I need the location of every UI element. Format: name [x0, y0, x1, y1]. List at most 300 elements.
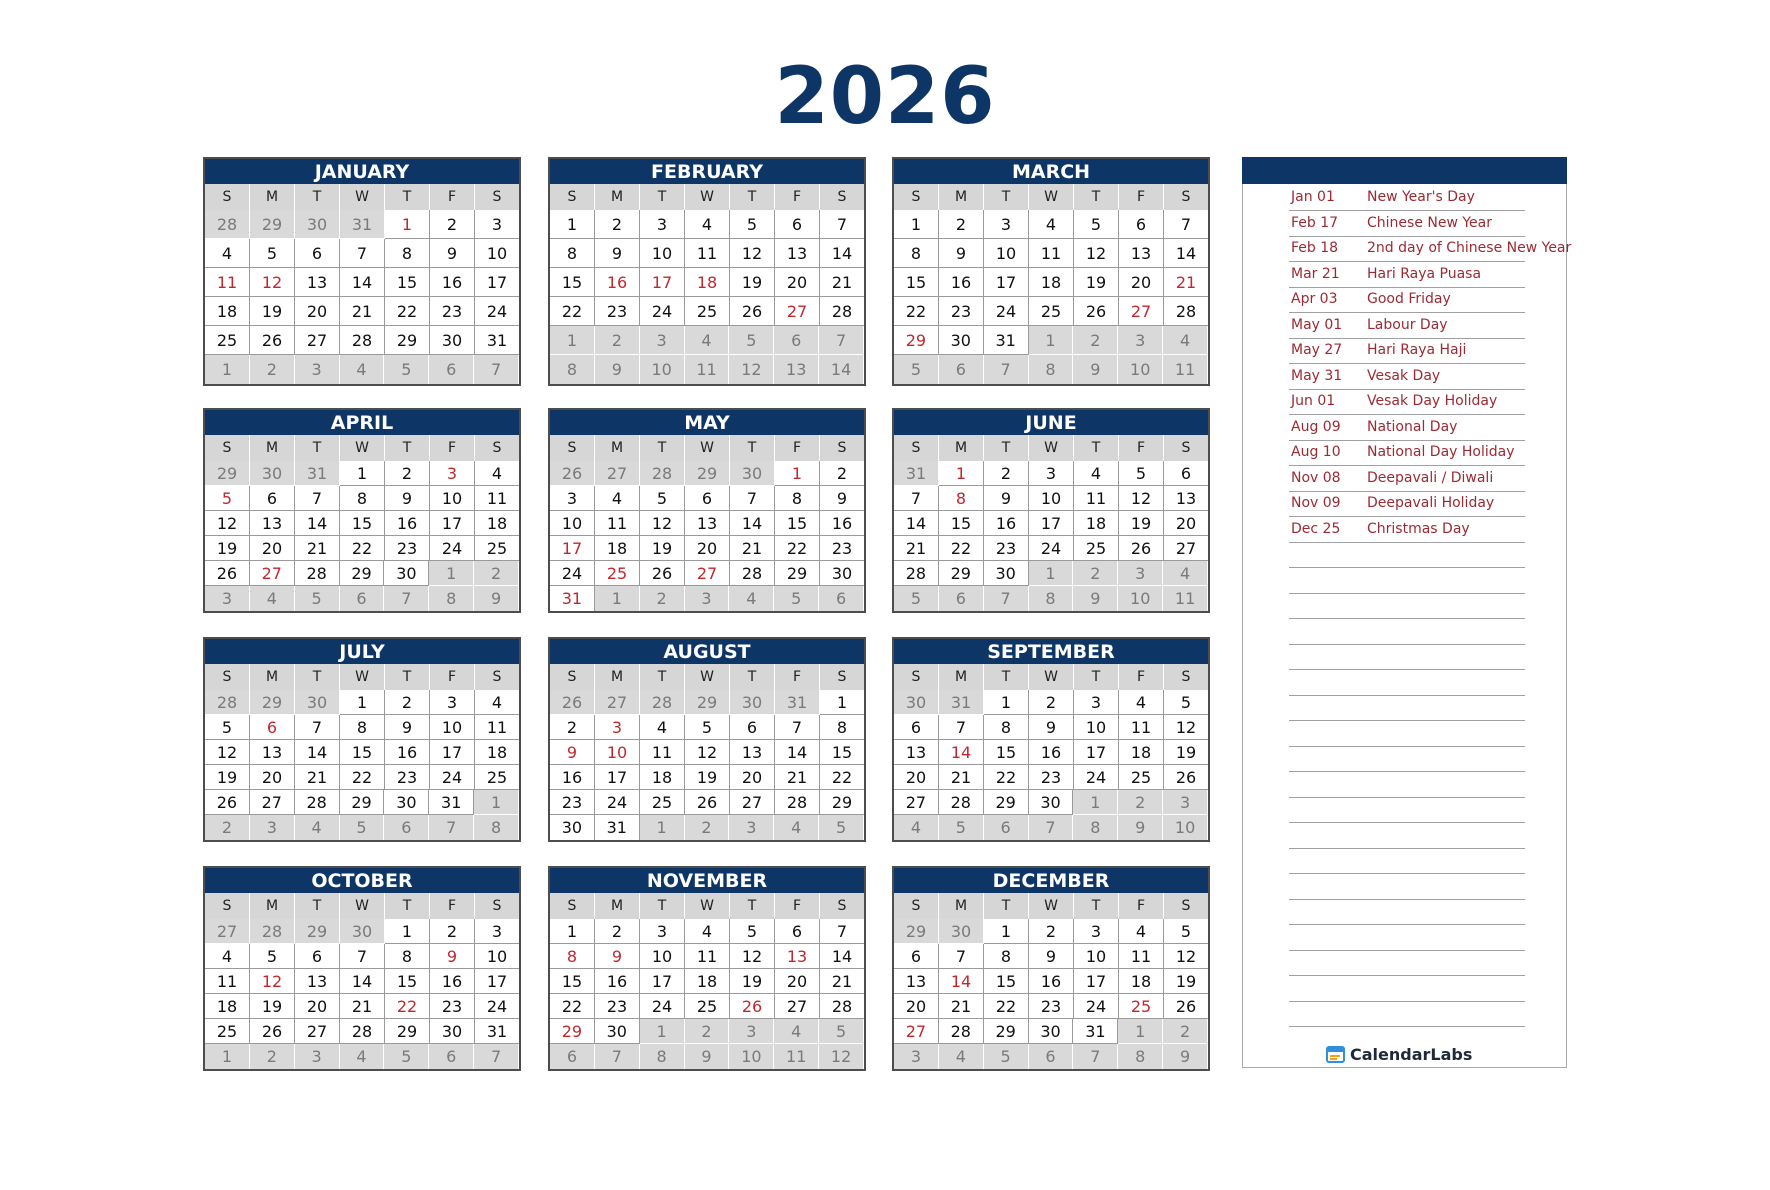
adjacent-month-day[interactable]: 4 [1163, 561, 1208, 586]
adjacent-month-day[interactable]: 1 [429, 561, 474, 586]
adjacent-month-day[interactable]: 31 [340, 210, 385, 239]
day-cell[interactable]: 1 [984, 690, 1029, 715]
day-cell[interactable]: 8 [385, 944, 430, 969]
day-cell[interactable]: 31 [475, 326, 519, 355]
adjacent-month-day[interactable]: 4 [295, 815, 340, 840]
day-cell[interactable]: 9 [595, 239, 640, 268]
adjacent-month-day[interactable]: 4 [774, 1019, 819, 1044]
day-cell[interactable]: 24 [1029, 536, 1074, 561]
day-cell[interactable]: 1 [385, 210, 430, 239]
day-cell[interactable]: 18 [640, 765, 685, 790]
day-cell[interactable]: 20 [775, 268, 820, 297]
day-cell[interactable]: 11 [475, 715, 519, 740]
adjacent-month-day[interactable]: 7 [474, 355, 519, 384]
adjacent-month-day[interactable]: 6 [774, 326, 819, 355]
day-cell[interactable]: 24 [984, 297, 1029, 326]
adjacent-month-day[interactable]: 5 [894, 586, 939, 611]
day-cell[interactable]: 18 [685, 268, 730, 297]
day-cell[interactable]: 14 [775, 740, 820, 765]
adjacent-month-day[interactable]: 5 [295, 586, 340, 611]
adjacent-month-day[interactable]: 8 [640, 1044, 685, 1069]
day-cell[interactable]: 5 [640, 486, 685, 511]
day-cell[interactable]: 4 [685, 210, 730, 239]
adjacent-month-day[interactable]: 11 [774, 1044, 819, 1069]
adjacent-month-day[interactable]: 29 [685, 690, 730, 715]
day-cell[interactable]: 15 [894, 268, 939, 297]
day-cell[interactable]: 10 [1074, 944, 1119, 969]
adjacent-month-day[interactable]: 29 [685, 461, 730, 486]
adjacent-month-day[interactable]: 10 [729, 1044, 774, 1069]
day-cell[interactable]: 13 [775, 944, 820, 969]
adjacent-month-day[interactable]: 31 [295, 461, 340, 486]
adjacent-month-day[interactable]: 12 [819, 1044, 864, 1069]
day-cell[interactable]: 8 [340, 715, 385, 740]
day-cell[interactable]: 8 [984, 944, 1029, 969]
adjacent-month-day[interactable]: 6 [939, 355, 984, 384]
day-cell[interactable]: 29 [775, 561, 820, 586]
adjacent-month-day[interactable]: 11 [1163, 586, 1208, 611]
day-cell[interactable]: 28 [340, 1019, 385, 1044]
day-cell[interactable]: 28 [939, 790, 984, 815]
day-cell[interactable]: 11 [205, 969, 250, 994]
day-cell[interactable]: 6 [295, 239, 340, 268]
day-cell[interactable]: 30 [384, 790, 429, 815]
day-cell[interactable]: 5 [250, 239, 295, 268]
adjacent-month-day[interactable]: 1 [1029, 326, 1074, 355]
day-cell[interactable]: 8 [775, 486, 820, 511]
day-cell[interactable]: 23 [595, 994, 640, 1019]
day-cell[interactable]: 3 [640, 210, 685, 239]
day-cell[interactable]: 11 [1074, 486, 1119, 511]
day-cell[interactable]: 2 [595, 919, 640, 944]
day-cell[interactable]: 20 [894, 765, 939, 790]
day-cell[interactable]: 27 [1164, 536, 1208, 561]
adjacent-month-day[interactable]: 5 [384, 355, 429, 384]
day-cell[interactable]: 5 [730, 210, 775, 239]
day-cell[interactable]: 7 [820, 210, 864, 239]
day-cell[interactable]: 4 [1074, 461, 1119, 486]
day-cell[interactable]: 12 [1074, 239, 1119, 268]
day-cell[interactable]: 12 [250, 969, 295, 994]
day-cell[interactable]: 23 [385, 536, 430, 561]
day-cell[interactable]: 10 [984, 239, 1029, 268]
day-cell[interactable]: 27 [295, 326, 340, 355]
day-cell[interactable]: 27 [685, 561, 730, 586]
day-cell[interactable]: 28 [939, 1019, 984, 1044]
day-cell[interactable]: 21 [775, 765, 820, 790]
adjacent-month-day[interactable]: 27 [595, 690, 640, 715]
adjacent-month-day[interactable]: 5 [384, 1044, 429, 1069]
day-cell[interactable]: 22 [550, 297, 595, 326]
day-cell[interactable]: 14 [340, 969, 385, 994]
day-cell[interactable]: 16 [1029, 740, 1074, 765]
day-cell[interactable]: 14 [894, 511, 939, 536]
day-cell[interactable]: 16 [595, 268, 640, 297]
day-cell[interactable]: 25 [1119, 765, 1164, 790]
adjacent-month-day[interactable]: 6 [1029, 1044, 1074, 1069]
adjacent-month-day[interactable]: 6 [384, 815, 429, 840]
day-cell[interactable]: 21 [1164, 268, 1208, 297]
day-cell[interactable]: 13 [894, 969, 939, 994]
day-cell[interactable]: 16 [984, 511, 1029, 536]
day-cell[interactable]: 7 [1164, 210, 1208, 239]
adjacent-month-day[interactable]: 3 [729, 815, 774, 840]
day-cell[interactable]: 5 [205, 486, 250, 511]
day-cell[interactable]: 20 [1119, 268, 1164, 297]
adjacent-month-day[interactable]: 2 [640, 586, 685, 611]
day-cell[interactable]: 29 [939, 561, 984, 586]
adjacent-month-day[interactable]: 30 [295, 690, 340, 715]
day-cell[interactable]: 2 [595, 210, 640, 239]
day-cell[interactable]: 24 [595, 790, 640, 815]
adjacent-month-day[interactable]: 3 [685, 586, 730, 611]
adjacent-month-day[interactable]: 30 [730, 461, 775, 486]
day-cell[interactable]: 14 [939, 740, 984, 765]
adjacent-month-day[interactable]: 4 [774, 815, 819, 840]
day-cell[interactable]: 19 [1119, 511, 1164, 536]
day-cell[interactable]: 3 [475, 210, 519, 239]
day-cell[interactable]: 21 [295, 536, 340, 561]
day-cell[interactable]: 25 [640, 790, 685, 815]
day-cell[interactable]: 4 [1119, 690, 1164, 715]
day-cell[interactable]: 26 [1119, 536, 1164, 561]
day-cell[interactable]: 24 [1074, 994, 1119, 1019]
day-cell[interactable]: 6 [775, 919, 820, 944]
day-cell[interactable]: 6 [894, 715, 939, 740]
day-cell[interactable]: 24 [640, 297, 685, 326]
day-cell[interactable]: 6 [730, 715, 775, 740]
adjacent-month-day[interactable]: 3 [894, 1044, 939, 1069]
adjacent-month-day[interactable]: 29 [894, 919, 939, 944]
adjacent-month-day[interactable]: 13 [774, 355, 819, 384]
day-cell[interactable]: 29 [340, 790, 385, 815]
day-cell[interactable]: 19 [1074, 268, 1119, 297]
day-cell[interactable]: 17 [550, 536, 595, 561]
adjacent-month-day[interactable]: 5 [340, 815, 385, 840]
day-cell[interactable]: 1 [939, 461, 984, 486]
adjacent-month-day[interactable]: 31 [894, 461, 939, 486]
day-cell[interactable]: 29 [385, 326, 430, 355]
day-cell[interactable]: 2 [939, 210, 984, 239]
day-cell[interactable]: 9 [984, 486, 1029, 511]
day-cell[interactable]: 29 [550, 1019, 595, 1044]
day-cell[interactable]: 27 [295, 1019, 340, 1044]
day-cell[interactable]: 23 [939, 297, 984, 326]
day-cell[interactable]: 15 [550, 969, 595, 994]
day-cell[interactable]: 18 [595, 536, 640, 561]
day-cell[interactable]: 14 [820, 944, 864, 969]
day-cell[interactable]: 23 [550, 790, 595, 815]
day-cell[interactable]: 1 [550, 210, 595, 239]
day-cell[interactable]: 17 [475, 268, 519, 297]
adjacent-month-day[interactable]: 7 [819, 326, 864, 355]
day-cell[interactable]: 24 [430, 765, 475, 790]
day-cell[interactable]: 20 [295, 297, 340, 326]
adjacent-month-day[interactable]: 29 [295, 919, 340, 944]
day-cell[interactable]: 1 [894, 210, 939, 239]
adjacent-month-day[interactable]: 3 [1118, 561, 1163, 586]
day-cell[interactable]: 4 [1029, 210, 1074, 239]
adjacent-month-day[interactable]: 4 [340, 1044, 385, 1069]
day-cell[interactable]: 12 [205, 511, 250, 536]
day-cell[interactable]: 2 [984, 461, 1029, 486]
day-cell[interactable]: 30 [984, 561, 1029, 586]
adjacent-month-day[interactable]: 6 [429, 1044, 474, 1069]
day-cell[interactable]: 26 [250, 1019, 295, 1044]
day-cell[interactable]: 19 [250, 297, 295, 326]
adjacent-month-day[interactable]: 30 [250, 461, 295, 486]
day-cell[interactable]: 19 [1164, 740, 1208, 765]
day-cell[interactable]: 30 [1029, 1019, 1074, 1044]
day-cell[interactable]: 13 [775, 239, 820, 268]
day-cell[interactable]: 11 [475, 486, 519, 511]
day-cell[interactable]: 19 [205, 765, 250, 790]
adjacent-month-day[interactable]: 30 [340, 919, 385, 944]
day-cell[interactable]: 25 [475, 765, 519, 790]
day-cell[interactable]: 25 [1029, 297, 1074, 326]
day-cell[interactable]: 13 [685, 511, 730, 536]
day-cell[interactable]: 15 [820, 740, 864, 765]
adjacent-month-day[interactable]: 7 [984, 355, 1029, 384]
day-cell[interactable]: 13 [1119, 239, 1164, 268]
day-cell[interactable]: 1 [550, 919, 595, 944]
day-cell[interactable]: 25 [1119, 994, 1164, 1019]
day-cell[interactable]: 28 [340, 326, 385, 355]
adjacent-month-day[interactable]: 30 [894, 690, 939, 715]
day-cell[interactable]: 16 [385, 740, 430, 765]
day-cell[interactable]: 12 [640, 511, 685, 536]
day-cell[interactable]: 8 [984, 715, 1029, 740]
day-cell[interactable]: 2 [430, 210, 475, 239]
adjacent-month-day[interactable]: 8 [550, 355, 595, 384]
day-cell[interactable]: 24 [1074, 765, 1119, 790]
day-cell[interactable]: 6 [685, 486, 730, 511]
day-cell[interactable]: 1 [984, 919, 1029, 944]
day-cell[interactable]: 22 [340, 536, 385, 561]
day-cell[interactable]: 3 [1029, 461, 1074, 486]
day-cell[interactable]: 18 [1119, 969, 1164, 994]
day-cell[interactable]: 15 [385, 268, 430, 297]
day-cell[interactable]: 18 [1119, 740, 1164, 765]
adjacent-month-day[interactable]: 1 [550, 326, 595, 355]
day-cell[interactable]: 6 [775, 210, 820, 239]
day-cell[interactable]: 26 [730, 994, 775, 1019]
day-cell[interactable]: 15 [550, 268, 595, 297]
day-cell[interactable]: 9 [385, 715, 430, 740]
adjacent-month-day[interactable]: 5 [894, 355, 939, 384]
adjacent-month-day[interactable]: 7 [429, 815, 474, 840]
day-cell[interactable]: 12 [1164, 944, 1208, 969]
day-cell[interactable]: 20 [1164, 511, 1208, 536]
adjacent-month-day[interactable]: 1 [1118, 1019, 1163, 1044]
day-cell[interactable]: 26 [1164, 765, 1208, 790]
day-cell[interactable]: 14 [295, 740, 340, 765]
day-cell[interactable]: 22 [939, 536, 984, 561]
adjacent-month-day[interactable]: 4 [685, 326, 730, 355]
day-cell[interactable]: 10 [430, 486, 475, 511]
day-cell[interactable]: 21 [939, 765, 984, 790]
day-cell[interactable]: 6 [295, 944, 340, 969]
day-cell[interactable]: 19 [730, 969, 775, 994]
day-cell[interactable]: 22 [385, 994, 430, 1019]
day-cell[interactable]: 7 [340, 944, 385, 969]
adjacent-month-day[interactable]: 29 [250, 210, 295, 239]
day-cell[interactable]: 20 [250, 765, 295, 790]
day-cell[interactable]: 12 [250, 268, 295, 297]
day-cell[interactable]: 3 [984, 210, 1029, 239]
day-cell[interactable]: 17 [640, 268, 685, 297]
day-cell[interactable]: 27 [775, 297, 820, 326]
day-cell[interactable]: 6 [250, 715, 295, 740]
adjacent-month-day[interactable]: 3 [1163, 790, 1208, 815]
day-cell[interactable]: 20 [775, 969, 820, 994]
day-cell[interactable]: 17 [1074, 969, 1119, 994]
day-cell[interactable]: 2 [430, 919, 475, 944]
day-cell[interactable]: 27 [894, 1019, 939, 1044]
day-cell[interactable]: 28 [775, 790, 820, 815]
day-cell[interactable]: 28 [730, 561, 775, 586]
adjacent-month-day[interactable]: 31 [775, 690, 820, 715]
day-cell[interactable]: 6 [1119, 210, 1164, 239]
day-cell[interactable]: 27 [1119, 297, 1164, 326]
day-cell[interactable]: 14 [730, 511, 775, 536]
adjacent-month-day[interactable]: 3 [295, 1044, 340, 1069]
adjacent-month-day[interactable]: 1 [595, 586, 640, 611]
brand-logo[interactable] [1325, 1042, 1472, 1066]
day-cell[interactable]: 28 [295, 561, 340, 586]
day-cell[interactable]: 3 [1074, 690, 1119, 715]
day-cell[interactable]: 30 [939, 326, 984, 355]
adjacent-month-day[interactable]: 7 [474, 1044, 519, 1069]
adjacent-month-day[interactable]: 7 [1029, 815, 1074, 840]
day-cell[interactable]: 30 [550, 815, 595, 840]
day-cell[interactable]: 10 [640, 944, 685, 969]
day-cell[interactable]: 27 [250, 561, 295, 586]
day-cell[interactable]: 3 [430, 461, 475, 486]
adjacent-month-day[interactable]: 5 [939, 815, 984, 840]
day-cell[interactable]: 20 [295, 994, 340, 1019]
day-cell[interactable]: 29 [984, 790, 1029, 815]
day-cell[interactable]: 22 [385, 297, 430, 326]
day-cell[interactable]: 31 [429, 790, 474, 815]
adjacent-month-day[interactable]: 26 [550, 461, 595, 486]
day-cell[interactable]: 2 [820, 461, 864, 486]
adjacent-month-day[interactable]: 30 [730, 690, 775, 715]
adjacent-month-day[interactable]: 2 [250, 1044, 295, 1069]
day-cell[interactable]: 26 [1074, 297, 1119, 326]
day-cell[interactable]: 4 [640, 715, 685, 740]
day-cell[interactable]: 3 [640, 919, 685, 944]
day-cell[interactable]: 22 [984, 765, 1029, 790]
day-cell[interactable]: 5 [1074, 210, 1119, 239]
day-cell[interactable]: 16 [939, 268, 984, 297]
day-cell[interactable]: 28 [1164, 297, 1208, 326]
adjacent-month-day[interactable]: 3 [729, 1019, 774, 1044]
day-cell[interactable]: 13 [730, 740, 775, 765]
adjacent-month-day[interactable]: 2 [474, 561, 519, 586]
adjacent-month-day[interactable]: 1 [1073, 790, 1118, 815]
day-cell[interactable]: 20 [730, 765, 775, 790]
adjacent-month-day[interactable]: 7 [595, 1044, 640, 1069]
adjacent-month-day[interactable]: 9 [1073, 355, 1118, 384]
adjacent-month-day[interactable]: 5 [774, 586, 819, 611]
day-cell[interactable]: 27 [730, 790, 775, 815]
adjacent-month-day[interactable]: 28 [205, 210, 250, 239]
day-cell[interactable]: 25 [685, 297, 730, 326]
day-cell[interactable]: 22 [340, 765, 385, 790]
adjacent-month-day[interactable]: 2 [685, 815, 730, 840]
day-cell[interactable]: 7 [340, 239, 385, 268]
day-cell[interactable]: 21 [295, 765, 340, 790]
adjacent-month-day[interactable]: 5 [819, 1019, 864, 1044]
day-cell[interactable]: 18 [475, 740, 519, 765]
day-cell[interactable]: 2 [550, 715, 595, 740]
day-cell[interactable]: 25 [595, 561, 640, 586]
day-cell[interactable]: 11 [205, 268, 250, 297]
adjacent-month-day[interactable]: 7 [984, 586, 1029, 611]
adjacent-month-day[interactable]: 4 [894, 815, 939, 840]
day-cell[interactable]: 7 [939, 715, 984, 740]
day-cell[interactable]: 18 [205, 297, 250, 326]
day-cell[interactable]: 25 [685, 994, 730, 1019]
day-cell[interactable]: 30 [430, 1019, 475, 1044]
day-cell[interactable]: 14 [820, 239, 864, 268]
day-cell[interactable]: 20 [685, 536, 730, 561]
adjacent-month-day[interactable]: 10 [1118, 355, 1163, 384]
day-cell[interactable]: 21 [894, 536, 939, 561]
day-cell[interactable]: 8 [820, 715, 864, 740]
adjacent-month-day[interactable]: 7 [1073, 1044, 1118, 1069]
day-cell[interactable]: 20 [894, 994, 939, 1019]
adjacent-month-day[interactable]: 4 [250, 586, 295, 611]
day-cell[interactable]: 29 [984, 1019, 1029, 1044]
day-cell[interactable]: 1 [340, 690, 385, 715]
day-cell[interactable]: 8 [385, 239, 430, 268]
adjacent-month-day[interactable]: 2 [1073, 561, 1118, 586]
adjacent-month-day[interactable]: 1 [474, 790, 519, 815]
day-cell[interactable]: 24 [550, 561, 595, 586]
adjacent-month-day[interactable]: 4 [939, 1044, 984, 1069]
day-cell[interactable]: 9 [430, 239, 475, 268]
adjacent-month-day[interactable]: 2 [1118, 790, 1163, 815]
day-cell[interactable]: 16 [550, 765, 595, 790]
day-cell[interactable]: 11 [1119, 715, 1164, 740]
day-cell[interactable]: 28 [820, 994, 864, 1019]
adjacent-month-day[interactable]: 12 [729, 355, 774, 384]
adjacent-month-day[interactable]: 10 [1163, 815, 1208, 840]
day-cell[interactable]: 19 [685, 765, 730, 790]
day-cell[interactable]: 22 [894, 297, 939, 326]
day-cell[interactable]: 17 [640, 969, 685, 994]
adjacent-month-day[interactable]: 14 [819, 355, 864, 384]
day-cell[interactable]: 22 [820, 765, 864, 790]
day-cell[interactable]: 5 [250, 944, 295, 969]
day-cell[interactable]: 17 [595, 765, 640, 790]
day-cell[interactable]: 4 [205, 944, 250, 969]
adjacent-month-day[interactable]: 2 [250, 355, 295, 384]
adjacent-month-day[interactable]: 28 [205, 690, 250, 715]
day-cell[interactable]: 7 [295, 715, 340, 740]
day-cell[interactable]: 5 [1119, 461, 1164, 486]
day-cell[interactable]: 3 [430, 690, 475, 715]
day-cell[interactable]: 1 [820, 690, 864, 715]
adjacent-month-day[interactable]: 2 [685, 1019, 730, 1044]
day-cell[interactable]: 26 [205, 790, 250, 815]
adjacent-month-day[interactable]: 6 [984, 815, 1029, 840]
day-cell[interactable]: 11 [1119, 944, 1164, 969]
day-cell[interactable]: 6 [250, 486, 295, 511]
day-cell[interactable]: 17 [1029, 511, 1074, 536]
